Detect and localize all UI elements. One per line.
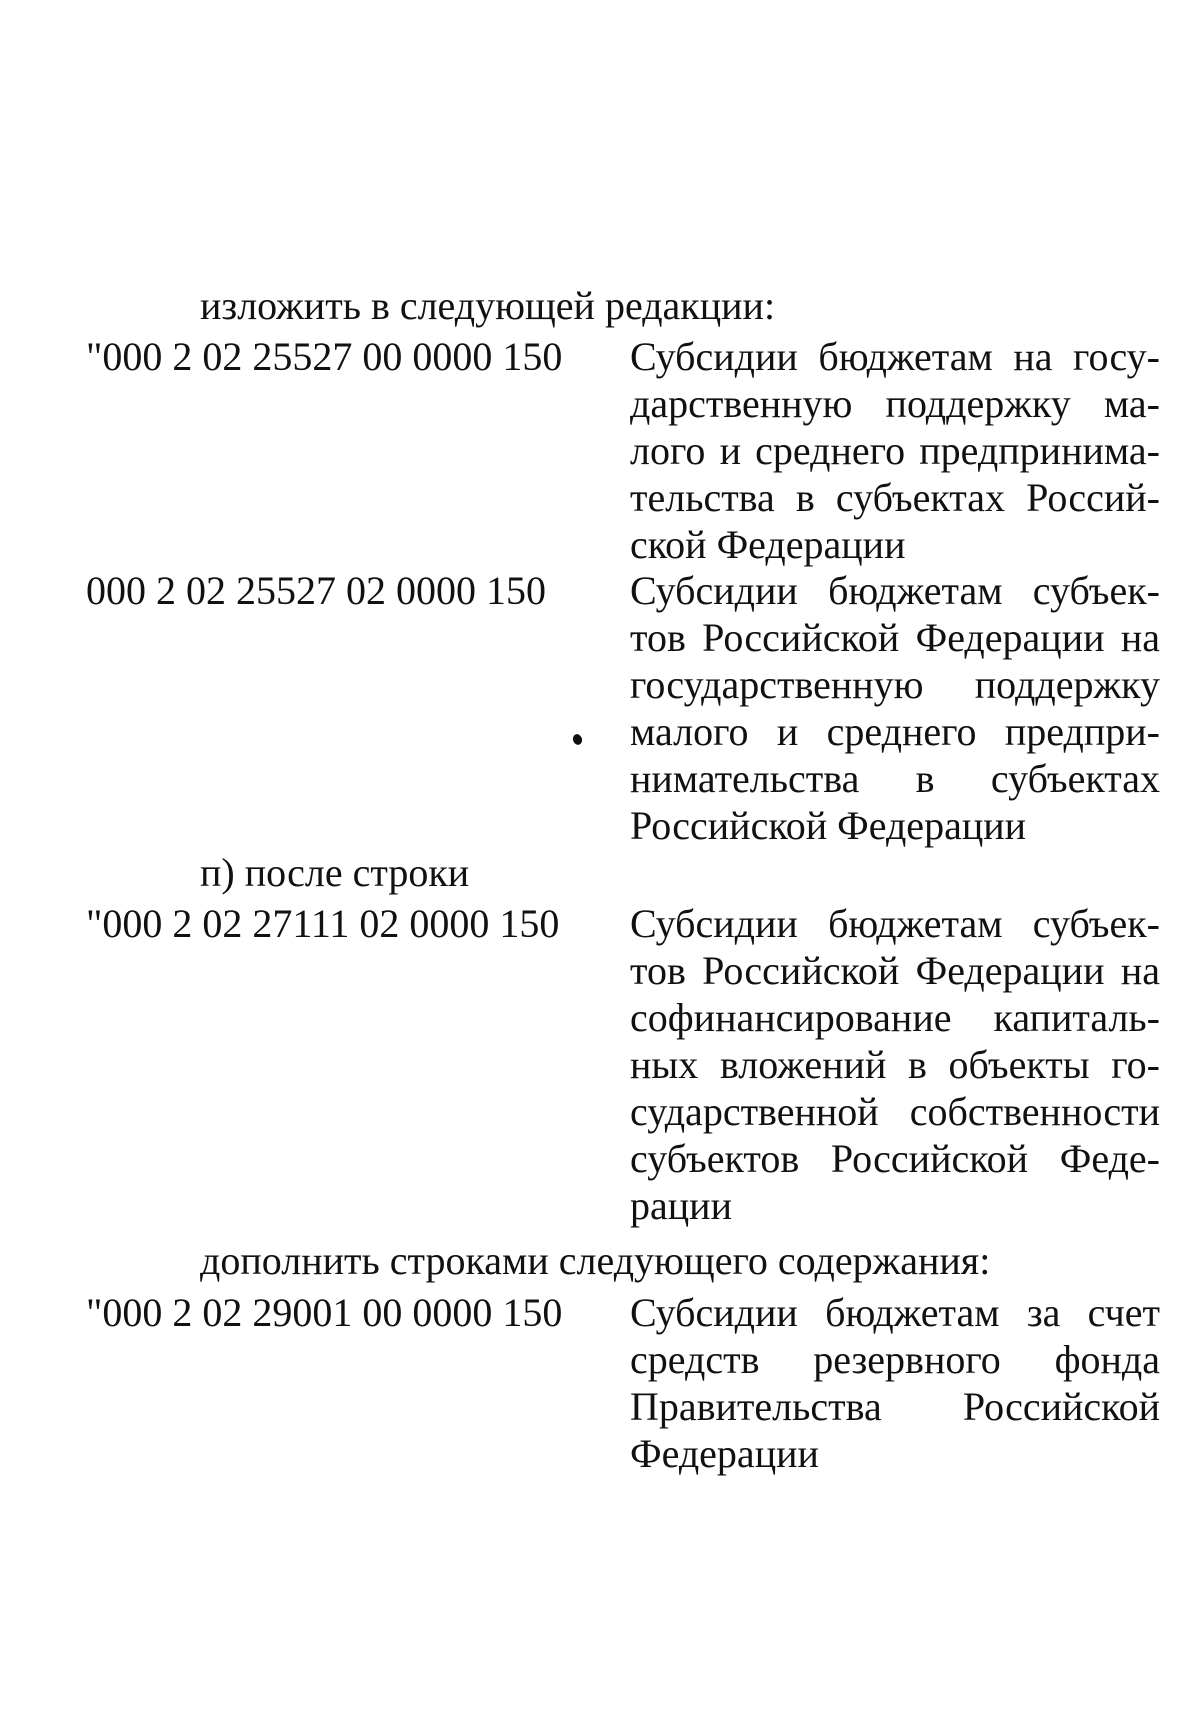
description-line: тельства в субъектах Россий- (630, 475, 1160, 520)
budget-description (630, 333, 1160, 568)
budget-description (630, 567, 1160, 849)
budget-code: 000 2 02 25527 02 0000 150 (86, 568, 546, 613)
budget-description (630, 900, 1160, 1229)
description-line: тов Российской Федерации на (630, 615, 1160, 660)
budget-description (630, 1289, 1160, 1477)
description-line: малого и среднего предпри- (630, 709, 1160, 754)
description-line: дарственную поддержку ма- (630, 381, 1160, 426)
intro-paragraph: изложить в следующей редакции: (200, 283, 776, 328)
description-line: ных вложений в объекты го- (630, 1042, 1160, 1087)
description-line: сударственной собственности (630, 1089, 1160, 1134)
description-line: Субсидии бюджетам за счет (630, 1290, 1160, 1335)
description-line: софинансирование капиталь- (630, 995, 1160, 1040)
description-line: лого и среднего предпринима- (630, 428, 1160, 473)
description-line: субъектов Российской Феде- (630, 1136, 1160, 1181)
description-line: ской Федерации (630, 522, 906, 567)
budget-code: "000 2 02 27111 02 0000 150 (86, 901, 560, 946)
description-line: Российской Федерации (630, 803, 1027, 848)
description-line: тов Российской Федерации на (630, 948, 1160, 993)
add-rows-paragraph: дополнить строками следующего содержания: (200, 1238, 991, 1283)
description-line: средств резервного фонда (630, 1337, 1160, 1382)
after-row-paragraph: п) после строки (200, 850, 470, 895)
description-line: рации (630, 1183, 732, 1228)
scan-mark (571, 733, 583, 746)
description-line: Субсидии бюджетам на госу- (630, 334, 1160, 379)
description-line: государственную поддержку (630, 662, 1160, 707)
description-line: Субсидии бюджетам субъек- (630, 901, 1160, 946)
description-line: Субсидии бюджетам субъек- (630, 568, 1160, 613)
description-line: Федерации (630, 1431, 819, 1476)
description-line: Правительства Российской (630, 1384, 1160, 1429)
description-line: нимательства в субъектах (630, 756, 1160, 801)
budget-code: "000 2 02 29001 00 0000 150 (86, 1290, 563, 1335)
budget-code: "000 2 02 25527 00 0000 150 (86, 334, 563, 379)
